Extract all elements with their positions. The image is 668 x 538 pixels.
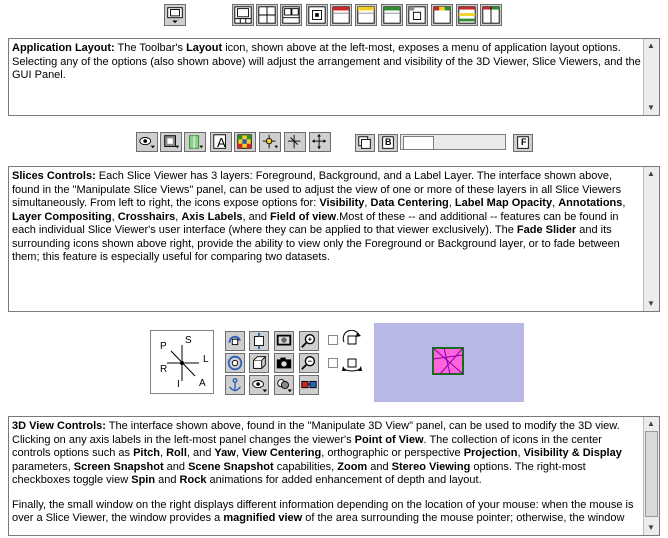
layout-3d-only-icon: [307, 5, 327, 25]
view3d-description-text: 3D View Controls: The interface shown above, found in the "Manipulate 3D View" panel, can be used to modify the 3D view. Clicking on any axis labels in the left-most panel changes the viewer's Point of View. The collection of icons in the center controls options such as Pitch, Roll, and Yaw, View Centering, orthographic or perspective Projection, Visibility & Display parameters, Screen Snapshot and Scene Snapshot capabilities, Zoom and Stereo Viewing options. The right-most checkboxes toggle view Spin and Rock animations for added enhancement of depth and layout. Finally, the small window on the right displays different information depending on the location of your mouse: when the mouse is over a Slice Viewer, the window provides a magnified view of the area surrounding the mouse pointer; otherwise, the window: [12, 420, 634, 524]
layout-option-four-up[interactable]: [256, 4, 278, 26]
layout-option-yellow-slice[interactable]: [355, 4, 377, 26]
axis-label-r[interactable]: R: [160, 364, 168, 375]
axis-label-s[interactable]: S: [185, 335, 192, 346]
yaw-button[interactable]: [225, 353, 245, 373]
bg-layer-button[interactable]: [378, 134, 398, 152]
slices-panel-scrollbar[interactable]: [643, 167, 659, 311]
layout-option-compare[interactable]: [480, 4, 502, 26]
point-of-view-panel[interactable]: [150, 330, 214, 394]
layout-tabbed-3d-icon: [407, 5, 427, 25]
axis-label-p[interactable]: P: [160, 341, 167, 352]
field-of-view-button[interactable]: [309, 132, 331, 152]
view3d-heading: 3D View Controls:: [12, 420, 106, 432]
view3d-panel-scrollbar[interactable]: [643, 417, 659, 535]
rock-icon: [341, 353, 363, 373]
layout-panel-scrollbar[interactable]: [643, 39, 659, 115]
scroll-down-arrow-icon[interactable]: ▼: [647, 523, 655, 532]
axis-label-a[interactable]: A: [199, 378, 206, 389]
spin-icon: [341, 330, 363, 350]
layout-icon: [165, 5, 185, 25]
layout-option-conventional[interactable]: [232, 4, 254, 26]
fade-slider[interactable]: [400, 134, 506, 150]
magnified-mesh-icon: [430, 345, 466, 381]
eye-icon: [137, 133, 157, 151]
layout-one-up-3d-icon: [281, 5, 301, 25]
screen-snapshot-button[interactable]: [274, 331, 294, 351]
stacked-layers-icon: [275, 376, 293, 394]
data-centering-icon: [161, 133, 181, 151]
label-map-opacity-button[interactable]: [184, 132, 206, 152]
layer-compositing-button[interactable]: [234, 132, 256, 152]
rotate-arrows-icon: [226, 332, 244, 350]
layout-compare-icon: [481, 5, 501, 25]
layout-heading: Application Layout:: [12, 42, 115, 54]
roll-button[interactable]: [249, 331, 269, 351]
zoom-in-button[interactable]: [299, 331, 319, 351]
background-only-button[interactable]: [355, 134, 375, 152]
slices-description-panel: [8, 166, 660, 312]
label-opacity-icon: [185, 133, 205, 151]
zoom-out-button[interactable]: [299, 353, 319, 373]
monitor-icon: [275, 332, 293, 350]
scroll-up-arrow-icon[interactable]: ▲: [647, 419, 655, 428]
layout-option-3d-only[interactable]: [306, 4, 328, 26]
layout-green-slice-icon: [382, 5, 402, 25]
layout-option-red-slice[interactable]: [330, 4, 352, 26]
data-centering-button[interactable]: [160, 132, 182, 152]
scroll-down-arrow-icon[interactable]: ▼: [647, 299, 655, 308]
axis-labels-button[interactable]: [284, 132, 306, 152]
layout-option-tabbed-3d[interactable]: [406, 4, 428, 26]
slices-description-text: Slices Controls: Each Slice Viewer has 3 layers: Foreground, Background, and a Label Layer. The interface shown above, found in the "Manipulate Slice Views" panel, can be used to adjust the view of one or more of these layers in all Slice Viewers simultaneously. From left to right, the icons expose options for: Visibility, Data Centering, Label Map Opacity, Annotations, Layer Compositing, Crosshairs, Axis Labels, and Field of view.Most of these -- and additional -- features can be found in each individual Slice Viewer's user interface (where they can be applied to that viewer exclusively). The Fade Slider and its surrounding icons shown above right, provide the ability to view only the Foreground or Background layer, or to fade between them; this feature is especially useful for comparing two datasets.: [12, 170, 626, 263]
rotate-pitch-button[interactable]: [225, 331, 245, 351]
layer-display-button[interactable]: [274, 375, 294, 395]
fade-slider-thumb[interactable]: [403, 136, 434, 150]
eye-icon: [250, 376, 268, 394]
layout-description-text: Application Layout: The Toolbar's Layout icon, shown above at the left-most, exposes a menu of application layout options. Selecting any of the options (also shown above) will adjust the arrangement and visibility of the 3D Viewer, Slice Viewers, and the GUI Panel.: [12, 42, 641, 81]
spin-checkbox[interactable]: [328, 335, 338, 345]
stereo-viewing-button[interactable]: [299, 375, 319, 395]
slices-heading: Slices Controls:: [12, 170, 96, 182]
layout-option-tabbed-slice[interactable]: [431, 4, 453, 26]
magnifier-window: [374, 323, 524, 402]
bg-letter-icon: B: [385, 137, 392, 147]
yaw-rotate-icon: [226, 354, 244, 372]
layers-icon: [356, 135, 374, 151]
fg-layer-button[interactable]: [513, 134, 533, 152]
anchor-icon: [226, 376, 244, 394]
scroll-up-arrow-icon[interactable]: ▲: [647, 169, 655, 178]
projection-button[interactable]: [249, 353, 269, 373]
visibility-button[interactable]: [136, 132, 158, 152]
layout-four-up-icon: [257, 5, 277, 25]
layout-red-slice-icon: [331, 5, 351, 25]
scroll-up-arrow-icon[interactable]: ▲: [647, 41, 655, 50]
layout-conventional-icon: [233, 5, 253, 25]
layout-yellow-slice-icon: [356, 5, 376, 25]
crosshairs-button[interactable]: [259, 132, 281, 152]
view-centering-button[interactable]: [225, 375, 245, 395]
camera-icon: [275, 354, 293, 372]
layout-description-panel: [8, 38, 660, 116]
stereo-glasses-icon: [300, 376, 318, 394]
layout-menu-button[interactable]: [164, 4, 186, 26]
layout-option-lightbox[interactable]: [456, 4, 478, 26]
layout-tabbed-slice-icon: [432, 5, 452, 25]
layout-lightbox-icon: [457, 5, 477, 25]
cube-icon: [250, 354, 268, 372]
axis-label-i[interactable]: I: [177, 379, 180, 390]
layout-option-green-slice[interactable]: [381, 4, 403, 26]
axis-label-l[interactable]: L: [203, 354, 209, 365]
move-arrows-icon: [310, 133, 330, 151]
zoom-in-icon: [300, 332, 318, 350]
zoom-out-icon: [300, 354, 318, 372]
axis-labels-icon: [285, 133, 305, 151]
visibility-display-button[interactable]: [249, 375, 269, 395]
view3d-description-panel: [8, 416, 660, 536]
fg-letter-icon: F: [521, 137, 527, 147]
scene-snapshot-button[interactable]: [274, 353, 294, 373]
cube-arrows-icon: [250, 332, 268, 350]
annotation-letter-icon: A: [217, 135, 226, 150]
annotations-button[interactable]: [210, 132, 232, 152]
compositing-grid-icon: [235, 133, 255, 151]
rock-checkbox[interactable]: [328, 358, 338, 368]
crosshair-icon: [260, 133, 280, 151]
layout-option-one-up-3d[interactable]: [280, 4, 302, 26]
scroll-down-arrow-icon[interactable]: ▼: [647, 103, 655, 112]
scrollbar-thumb[interactable]: [645, 431, 658, 517]
